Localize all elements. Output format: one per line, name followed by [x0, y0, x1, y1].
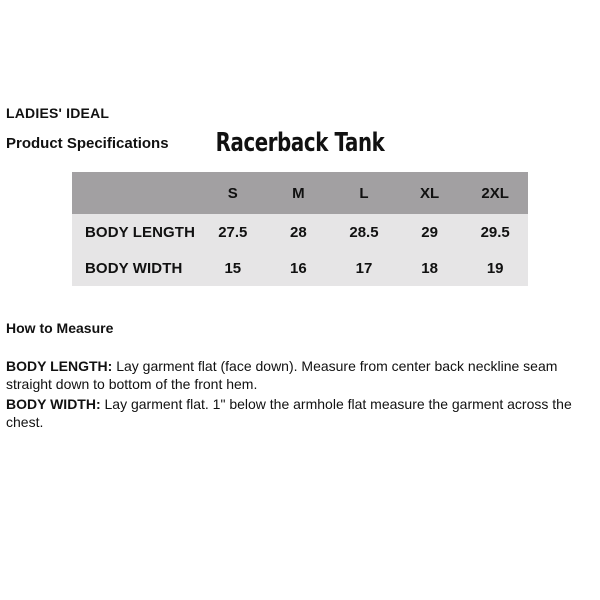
- measure-item-label: BODY LENGTH:: [6, 358, 113, 374]
- value-cell: 18: [397, 250, 463, 286]
- value-cell: 19: [462, 250, 528, 286]
- value-cell: 28: [266, 214, 332, 250]
- product-title-wrap: [0, 128, 600, 158]
- size-column-header: M: [266, 172, 332, 214]
- row-label: BODY LENGTH: [72, 214, 200, 250]
- how-to-measure-body: [6, 358, 596, 434]
- table-row-body-width: [72, 250, 528, 286]
- measure-item-label: BODY WIDTH:: [6, 396, 101, 412]
- size-table-header-row: [72, 172, 528, 214]
- value-cell: 16: [266, 250, 332, 286]
- size-column-header: 2XL: [462, 172, 528, 214]
- size-column-header: S: [200, 172, 266, 214]
- row-label: BODY WIDTH: [72, 250, 200, 286]
- measure-item-text: Lay garment flat (face down). Measure from center back neckline seam straight down to bottom of the front hem.: [6, 358, 558, 392]
- measure-item-text: Lay garment flat. 1" below the armhole flat measure the garment across the chest.: [6, 396, 572, 430]
- value-cell: 28.5: [331, 214, 397, 250]
- value-cell: 27.5: [200, 214, 266, 250]
- product-title: Racerback Tank: [215, 128, 385, 158]
- size-column-header: XL: [397, 172, 463, 214]
- value-cell: 29: [397, 214, 463, 250]
- measure-item-body-length: [6, 358, 596, 393]
- size-table: [72, 172, 528, 286]
- value-cell: 29.5: [462, 214, 528, 250]
- section-label: Product Specifications: [6, 135, 169, 152]
- how-to-measure-title: How to Measure: [6, 320, 114, 336]
- size-column-header: L: [331, 172, 397, 214]
- brand-heading: LADIES' IDEAL: [6, 105, 110, 121]
- table-row-body-length: [72, 214, 528, 250]
- measure-item-body-width: [6, 396, 596, 431]
- value-cell: 17: [331, 250, 397, 286]
- size-table-corner-cell: [72, 172, 200, 214]
- value-cell: 15: [200, 250, 266, 286]
